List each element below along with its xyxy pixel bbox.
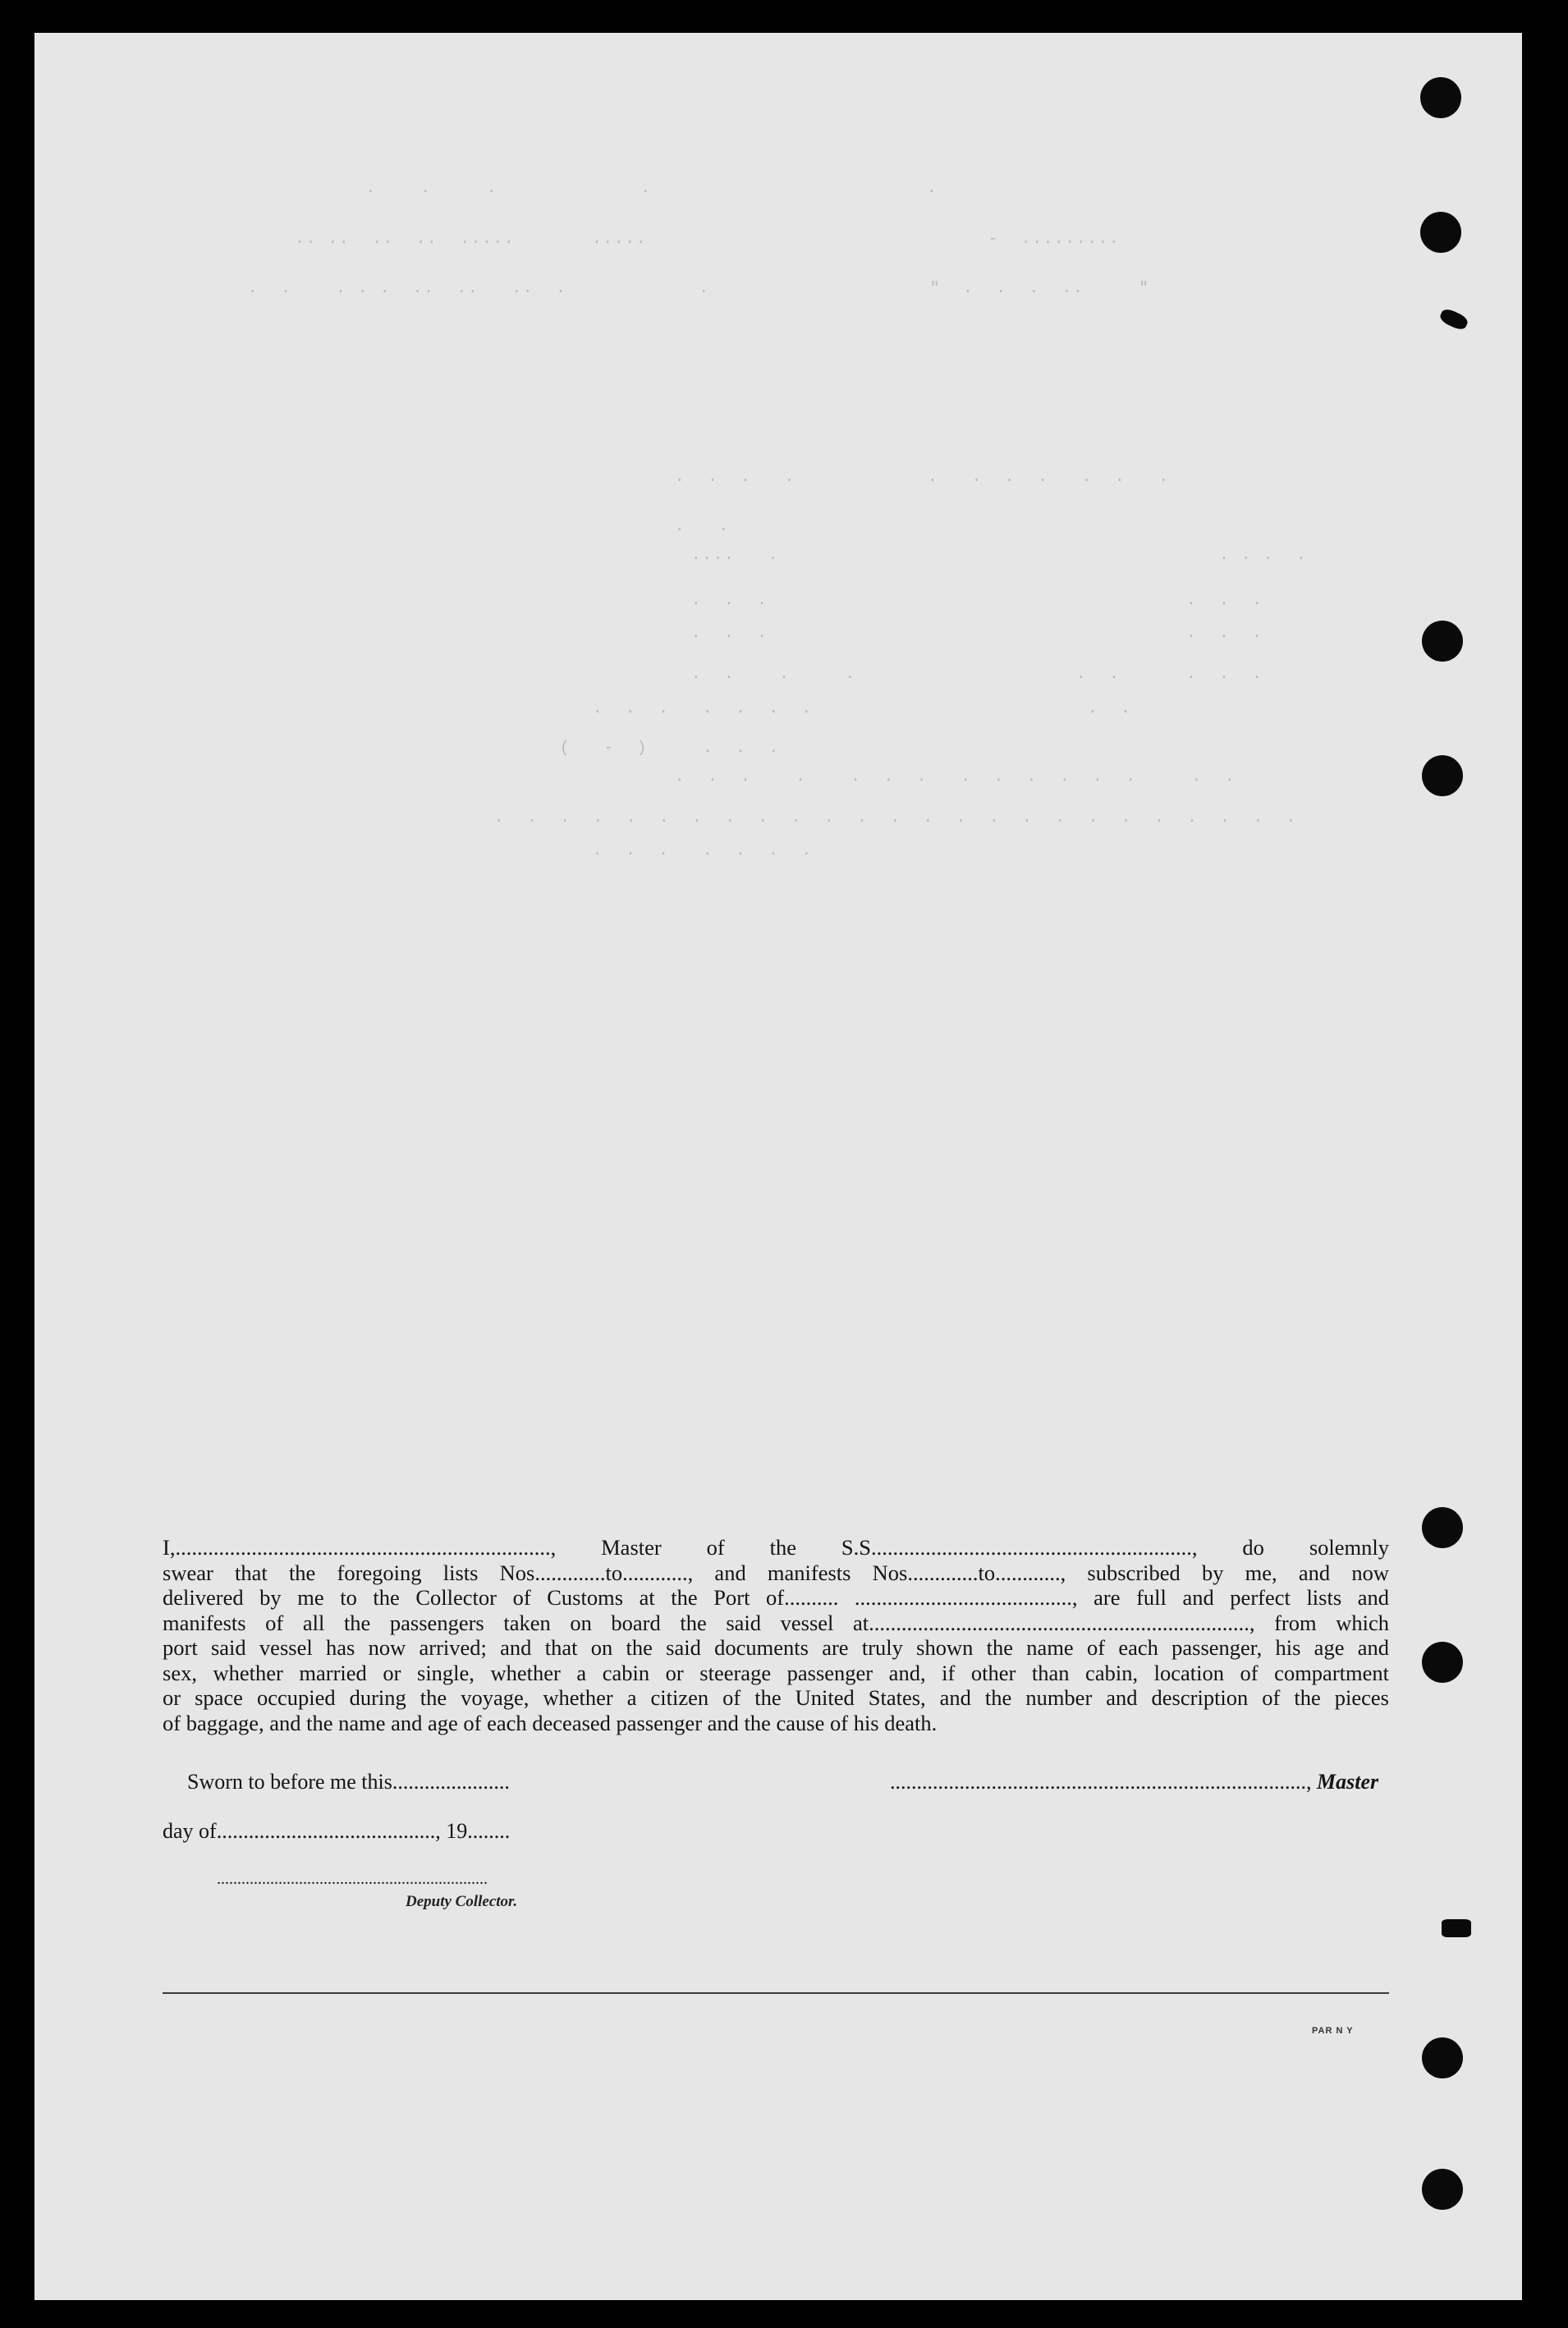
bleed-through-text: . . . . . . [691, 591, 1263, 609]
bleed-through-text: . . . . . . [691, 624, 1263, 642]
master-dots: .............................................................................., [890, 1770, 1312, 1794]
punch-hole [1422, 755, 1463, 796]
oath-line: of baggage, and the name and age of each deceased passenger and the cause of his death. [163, 1710, 938, 1735]
day-of-line: day of........................................., 19........ [163, 1819, 511, 1843]
bleed-through-text: . . . . . . . . . . . [675, 468, 1171, 486]
oath-line: I,....................................................................., Master of the S.S..........................................................., do solemnly [163, 1535, 1389, 1560]
oath-line: or space occupied during the voyage, whether a citizen of the United States, and the number and description of the pieces [163, 1685, 1389, 1710]
sworn-to-line: Sworn to before me this...................... [187, 1770, 510, 1794]
printer-imprint: PAR N Y [1312, 2026, 1354, 2036]
oath-line: delivered by me to the Collector of Customs at the Port of.......... ........................................, are full and perfect lists and [163, 1585, 1389, 1610]
bleed-through-text: . . [675, 517, 731, 535]
bleed-through-text: . . . . . [322, 179, 938, 197]
punch-hole [1420, 77, 1461, 118]
oath-line: sex, whether married or single, whether a cabin or steerage passenger and, if other than cabin, location of compartment [163, 1660, 1389, 1685]
bleed-through-text: . . . . . . . . . [593, 699, 1132, 717]
deputy-collector-label: Deputy Collector. [406, 1893, 518, 1910]
punch-hole [1422, 2037, 1463, 2078]
master-signature-line [890, 1770, 1378, 1794]
bleed-through-text: . . . . . . . . . . . . . . . . . . . . . . . . . [494, 809, 1298, 827]
punch-hole [1438, 307, 1469, 332]
document-page [34, 33, 1522, 2300]
punch-hole [1422, 1642, 1463, 1683]
punch-hole [1422, 2169, 1463, 2210]
oath-line: port said vessel has now arrived; and that on the said documents are truly shown the name of each passenger, his age and [163, 1635, 1389, 1660]
master-label: Master [1317, 1770, 1379, 1794]
bleed-through-text: .... . . . . . [691, 546, 1308, 564]
oath-line: swear that the foregoing lists Nos.............to............, and manifests Nos.............to............, subscribed by me, and now [163, 1560, 1389, 1585]
punch-hole [1420, 212, 1461, 253]
oath-line: manifests of all the passengers taken on board the said vessel at......................................................................, from which [163, 1610, 1389, 1635]
bleed-through-text: ( - ) . . . [560, 739, 781, 757]
bleed-through-text: . . . . . . . . . . . . . . . [675, 768, 1236, 786]
bleed-through-text: . . . . . .. .. .. . . " . . . .. " [248, 279, 1150, 297]
bleed-through-text: . . . . . . . . . [691, 665, 1263, 683]
bleed-through-text: . . . . . . . [593, 841, 814, 859]
punch-hole [1442, 1919, 1471, 1937]
master-oath-paragraph [163, 1535, 1389, 1735]
punch-hole [1422, 1507, 1463, 1548]
punch-hole [1422, 621, 1463, 662]
bleed-through-text: .. .. .. .. ..... ..... - ......... [174, 230, 1121, 248]
deputy-signature-line: .................................................................. [217, 1870, 488, 1888]
horizontal-rule [163, 1992, 1389, 1994]
